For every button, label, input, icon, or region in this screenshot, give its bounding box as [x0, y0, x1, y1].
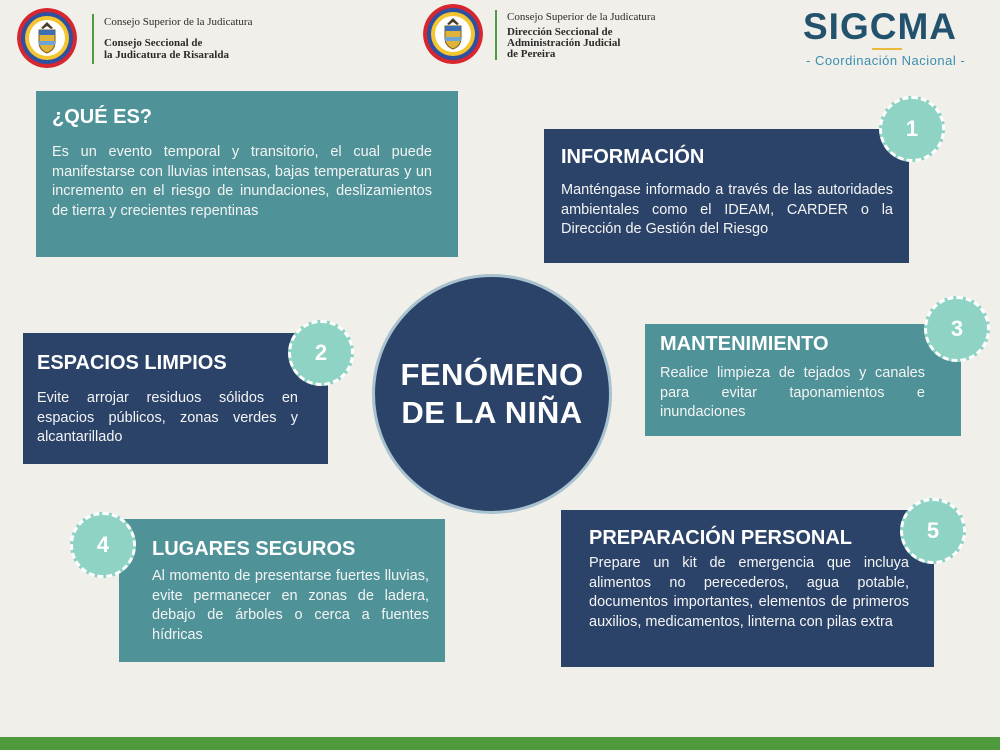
card-mantenimiento: [645, 324, 961, 436]
card-lugares-text: Al momento de presentarse fuertes lluvias, evite permanecer en zonas de ladera, debajo de árboles o cerca a fuentes hídricas: [152, 568, 429, 643]
sigcma-logo-title: SIGCMA: [803, 6, 957, 47]
card-informacion-text: Manténgase informado a través de las autoridades ambientales como el IDEAM, CARDER o la Dirección de Gestión del Riesgo: [561, 182, 893, 237]
card-preparacion-text: Prepare un kit de emergencia que incluya alimentos no perecederos, agua potable, documentos importantes, elementos de primeros auxilios, medicamentos, linterna con pilas extra: [589, 555, 909, 630]
card-lugares-title: LUGARES SEGUROS: [152, 538, 356, 560]
header-middle-line2: Dirección Seccional de: [507, 26, 613, 38]
colombia-coat-of-arms-logo: [17, 8, 77, 68]
card-mantenimiento-title: MANTENIMIENTO: [660, 333, 829, 355]
colombia-coat-of-arms-logo: [423, 4, 483, 64]
step-number-badge: 1: [879, 96, 945, 162]
header-left-line3: la Judicatura de Risaralda: [104, 49, 229, 61]
sigcma-accent-line: [872, 48, 902, 50]
header-divider: [92, 14, 94, 64]
center-title-line2: DE LA NIÑA: [401, 395, 583, 430]
card-espacios-title: ESPACIOS LIMPIOS: [37, 352, 227, 374]
header-middle-line1: Consejo Superior de la Judicatura: [507, 11, 656, 23]
header-left-line2: Consejo Seccional de: [104, 37, 203, 49]
header-middle-line4: de Pereira: [507, 48, 556, 60]
footer-green-bar: [0, 737, 1000, 750]
card-que-es-title: ¿QUÉ ES?: [52, 106, 153, 128]
card-espacios-limpios: [23, 333, 328, 464]
card-que-es-text: Es un evento temporal y transitorio, el cual puede manifestarse con lluvias intensas, bajas temperaturas y un incremento en el riesgo de inundaciones, deslizamientos de tierra y crecientes repentinas: [52, 144, 432, 219]
card-informacion: [544, 129, 909, 263]
step-number-badge: 4: [70, 512, 136, 578]
sigcma-logo-subtitle: - Coordinación Nacional -: [806, 53, 966, 68]
center-title-circle: [372, 274, 612, 514]
card-lugares-seguros: [119, 519, 445, 662]
step-number-badge: 2: [288, 320, 354, 386]
card-que-es: [36, 91, 458, 257]
center-title-line1: FENÓMENO: [400, 357, 584, 392]
card-informacion-title: INFORMACIÓN: [561, 146, 705, 168]
header-left-line1: Consejo Superior de la Judicatura: [104, 16, 253, 28]
step-number-badge: 3: [924, 296, 990, 362]
header-divider: [495, 10, 497, 60]
card-preparacion-personal: [561, 510, 934, 667]
header-middle-line3: Administración Judicial: [507, 37, 621, 49]
step-number-badge: 5: [900, 498, 966, 564]
card-preparacion-title: PREPARACIÓN PERSONAL: [589, 527, 852, 549]
card-espacios-text: Evite arrojar residuos sólidos en espacios públicos, zonas verdes y alcantarillado: [37, 390, 298, 445]
card-mantenimiento-text: Realice limpieza de tejados y canales para evitar taponamientos e inundaciones: [660, 365, 925, 420]
